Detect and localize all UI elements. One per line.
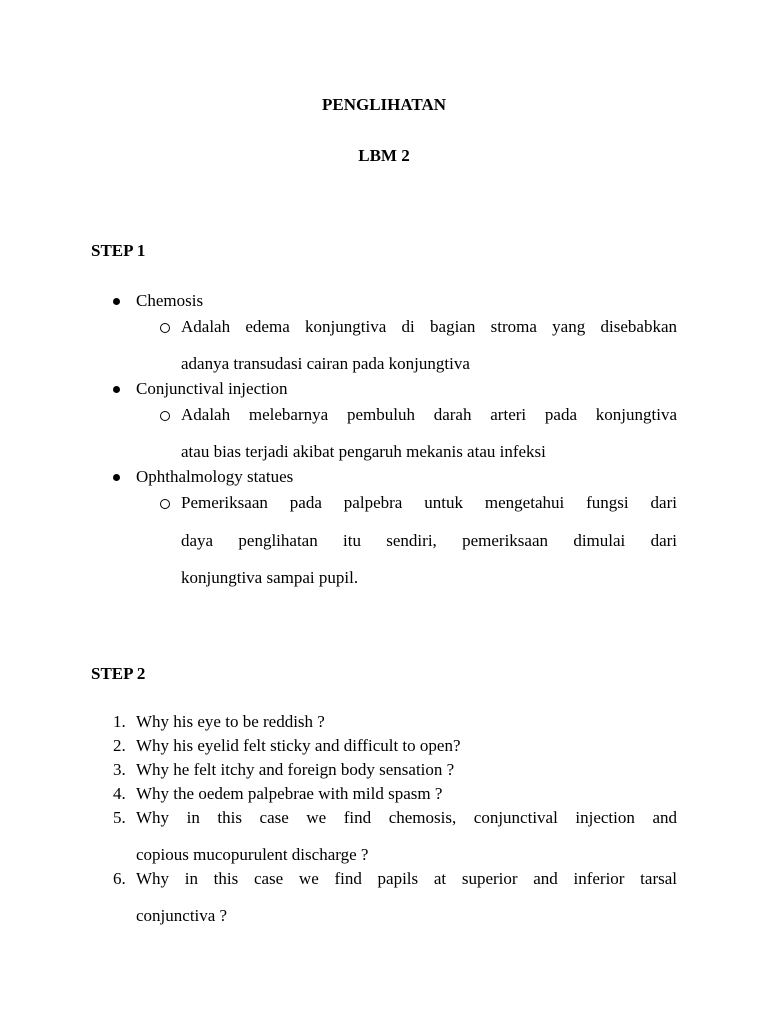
question-text: Why his eye to be reddish ? — [136, 712, 325, 731]
bullet-dot-icon — [113, 474, 120, 481]
sub-bullet-circle-icon — [160, 323, 170, 333]
definition-line: adanya transudasi cairan pada konjungtiva — [181, 354, 470, 373]
sub-bullet-circle-icon — [160, 499, 170, 509]
term-chemosis: Chemosis — [136, 291, 204, 310]
definition-line: konjungtiva sampai pupil. — [181, 568, 359, 587]
step1-heading: STEP 1 — [91, 241, 146, 260]
definition-line: daya penglihatan itu sendiri, pemeriksaan dimulai dari — [181, 531, 677, 550]
question-number: 2. — [113, 736, 126, 755]
document-subtitle: LBM 2 — [358, 146, 410, 165]
term-conjunctival-injection: Conjunctival injection — [136, 379, 288, 398]
question-number: 5. — [113, 808, 126, 827]
question-number: 1. — [113, 712, 126, 731]
step2-heading: STEP 2 — [91, 664, 146, 683]
term-ophthalmology-statues: Ophthalmology statues — [136, 467, 294, 486]
definition-line: Adalah edema konjungtiva di bagian stroma yang disebabkan — [181, 317, 677, 336]
question-text: copious mucopurulent discharge ? — [136, 845, 369, 864]
definition-line: Adalah melebarnya pembuluh darah arteri pada konjungtiva — [181, 405, 677, 424]
definition-line: Pemeriksaan pada palpebra untuk mengetahui fungsi dari — [181, 493, 677, 512]
question-number: 6. — [113, 869, 126, 888]
question-number: 3. — [113, 760, 126, 779]
question-text: conjunctiva ? — [136, 906, 228, 925]
document-title: PENGLIHATAN — [321, 95, 447, 114]
bullet-dot-icon — [113, 386, 120, 393]
definition-line: atau bias terjadi akibat pengaruh mekanis atau infeksi — [181, 442, 546, 461]
bullet-dot-icon — [113, 298, 120, 305]
question-text: Why his eyelid felt sticky and difficult to open? — [136, 736, 461, 755]
question-text: Why the oedem palpebrae with mild spasm ? — [136, 784, 443, 803]
question-text: Why in this case we find chemosis, conjunctival injection and — [136, 808, 677, 827]
question-number: 4. — [113, 784, 126, 803]
question-text: Why he felt itchy and foreign body sensation ? — [136, 760, 455, 779]
question-text: Why in this case we find papils at superior and inferior tarsal — [136, 869, 677, 888]
sub-bullet-circle-icon — [160, 411, 170, 421]
